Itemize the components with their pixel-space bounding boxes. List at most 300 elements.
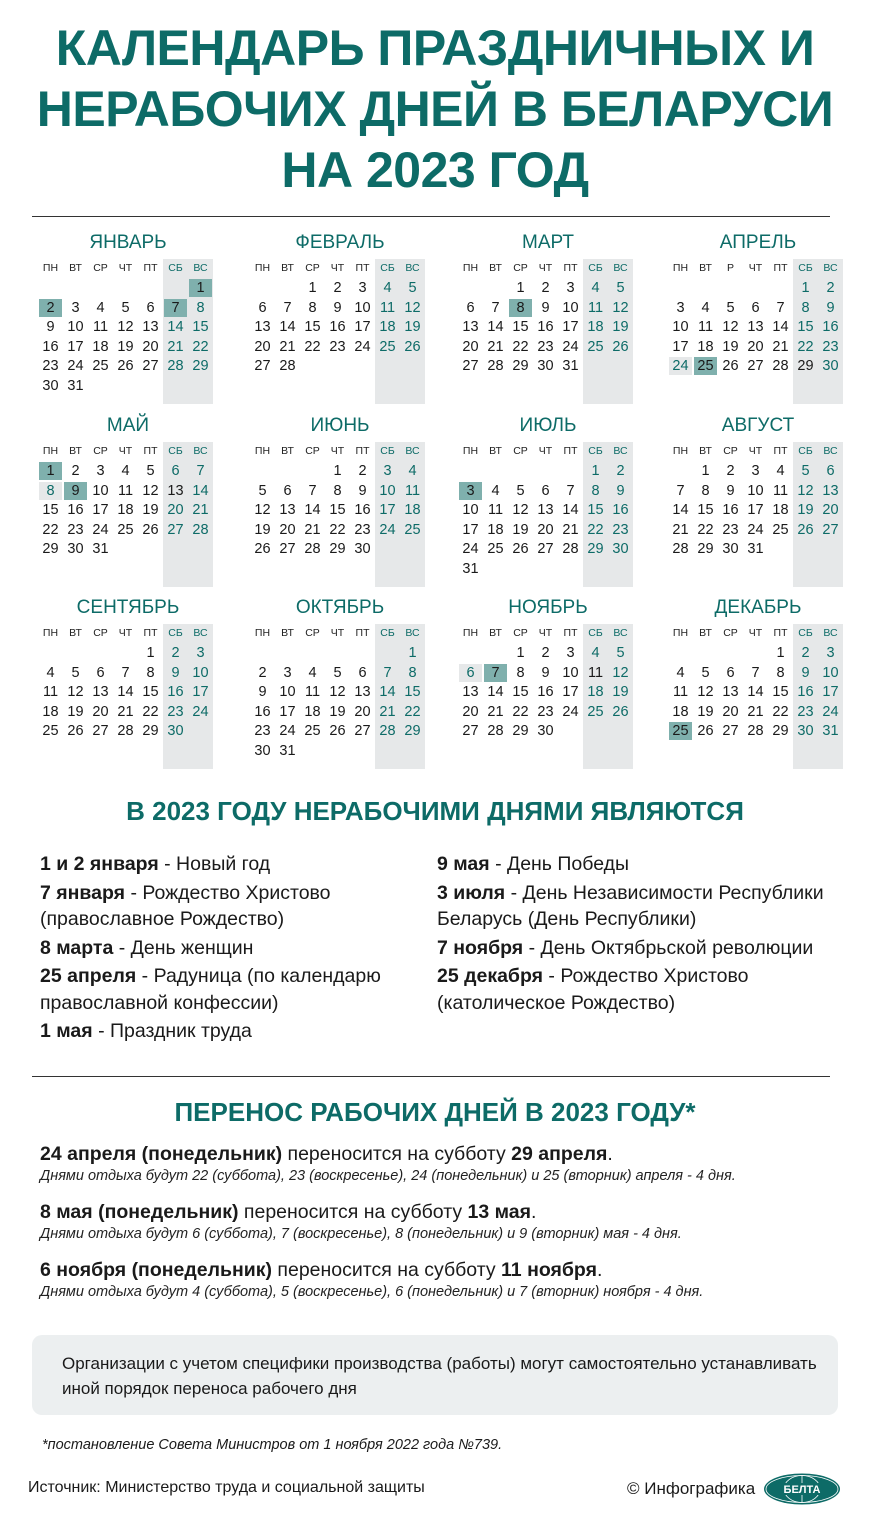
day-cell: 29: [329, 541, 346, 558]
transfer-end: .: [596, 1259, 603, 1281]
day-cell: 6: [826, 463, 835, 479]
day-cell: 27: [822, 521, 839, 538]
weekday-header: ПН: [254, 262, 271, 274]
weekday-header: ЧТ: [538, 445, 553, 457]
day-cell: 13: [279, 502, 296, 519]
day-cell: 12: [142, 482, 159, 499]
day-cell: 8: [516, 664, 525, 681]
day-cell: 18: [117, 502, 134, 519]
weekday-header: ПН: [462, 627, 479, 639]
day-cell: 26: [329, 723, 346, 740]
day-cell: 19: [404, 319, 421, 336]
day-cell: 23: [167, 703, 184, 720]
weekday-header: ПТ: [563, 627, 578, 639]
month-7: [458, 415, 638, 590]
day-cell: 22: [512, 703, 529, 720]
month-name: ДЕКАБРЬ: [714, 597, 802, 618]
weekday-header: СР: [305, 445, 320, 457]
day-cell: 20: [462, 338, 479, 355]
day-cell: 16: [797, 684, 814, 701]
holiday-date: 1 мая: [40, 1020, 93, 1042]
day-cell: 22: [42, 521, 59, 538]
day-cell: 8: [776, 664, 785, 681]
day-cell: 5: [146, 463, 155, 479]
day-cell: 13: [722, 684, 739, 701]
day-cell: 16: [329, 319, 346, 336]
day-cell: 15: [587, 502, 604, 519]
day-cell: 15: [797, 319, 814, 336]
title-line: КАЛЕНДАРЬ ПРАЗДНИЧНЫХ И: [55, 20, 815, 76]
day-cell: 5: [701, 664, 710, 681]
transfer-text: переносится на субботу: [238, 1201, 468, 1223]
day-cell: 25: [42, 723, 59, 740]
day-cell: 23: [722, 521, 739, 538]
day-cell: 30: [537, 358, 554, 375]
day-cell: 8: [701, 482, 710, 499]
day-cell: 18: [672, 703, 689, 720]
day-cell: 3: [826, 645, 835, 661]
day-cell: 19: [67, 703, 84, 720]
month-3: [458, 232, 638, 407]
day-cell: 21: [672, 521, 689, 538]
day-cell: 6: [283, 482, 292, 499]
day-cell: 13: [92, 684, 109, 701]
day-cell: 3: [283, 664, 292, 681]
day-cell: 26: [722, 358, 739, 375]
weekday-header: Р: [726, 262, 734, 274]
transfer-note: Днями отдыха будут 22 (суббота), 23 (воскресенье), 24 (понедельник) и 25 (вторник) апреля - 4 дня.: [40, 1168, 736, 1184]
day-cell: 8: [196, 299, 205, 316]
holiday-name: - День Октябрьской революции: [523, 936, 814, 959]
day-cell: 26: [697, 723, 714, 740]
day-cell: 1: [701, 463, 710, 479]
day-cell: 19: [254, 521, 271, 538]
day-cell: 21: [379, 703, 396, 720]
holiday-item: [437, 935, 847, 962]
day-cell: 31: [747, 541, 764, 558]
weekday-header: СР: [723, 627, 738, 639]
transfer-to: 29 апреля: [511, 1143, 608, 1165]
weekday-header: ВТ: [69, 262, 82, 274]
day-cell: 5: [258, 482, 267, 499]
day-cell: 21: [562, 521, 579, 538]
holiday-name: - День Независимости Республики Беларусь (День Республики): [437, 881, 824, 930]
day-cell: 11: [772, 482, 789, 499]
day-cell: 7: [751, 664, 760, 681]
day-cell: 27: [537, 541, 554, 558]
day-cell: 26: [612, 703, 629, 720]
day-cell: 28: [487, 723, 504, 740]
weekday-header: ВС: [823, 445, 838, 457]
day-cell: 7: [196, 463, 205, 479]
weekday-header: ПТ: [773, 627, 788, 639]
day-cell: 6: [96, 664, 105, 681]
day-cell: 22: [797, 338, 814, 355]
day-cell: 24: [822, 703, 839, 720]
holiday-date: 8 марта: [40, 936, 114, 959]
day-cell: 31: [822, 723, 839, 740]
day-cell: 21: [167, 338, 184, 355]
day-cell: 18: [92, 338, 109, 355]
weekday-header: ПН: [254, 627, 271, 639]
day-cell: 27: [722, 723, 739, 740]
transfer-end: .: [607, 1143, 613, 1165]
holidays-title: В 2023 ГОДУ НЕРАБОЧИМИ ДНЯМИ ЯВЛЯЮТСЯ: [126, 796, 744, 826]
weekday-header: СР: [513, 445, 528, 457]
day-cell: 10: [562, 664, 579, 681]
day-cell: 26: [117, 358, 134, 375]
day-cell: 4: [96, 299, 105, 316]
day-cell: 22: [404, 703, 421, 720]
weekday-header: СР: [305, 627, 320, 639]
day-cell: 11: [487, 502, 504, 519]
day-cell: 4: [46, 664, 55, 681]
transfer-item: [40, 1142, 840, 1186]
day-cell: 12: [722, 319, 739, 336]
weekday-header: ВТ: [699, 445, 712, 457]
holiday-name: - Новый год: [158, 853, 271, 875]
day-cell: 16: [254, 703, 271, 720]
weekday-header: ВС: [405, 262, 420, 274]
day-cell: 23: [329, 338, 346, 355]
day-cell: 18: [379, 319, 396, 336]
weekday-header: ВС: [823, 262, 838, 274]
weekday-header: ПН: [42, 262, 59, 274]
day-cell: 15: [142, 684, 159, 701]
day-cell: 9: [46, 319, 55, 336]
holiday-item: [437, 963, 847, 1016]
day-cell: 1: [333, 463, 342, 479]
day-cell: 21: [487, 703, 504, 720]
day-cell: 24: [67, 358, 84, 375]
day-cell: 23: [67, 521, 84, 538]
weekday-header: ЧТ: [748, 627, 763, 639]
weekday-header: СР: [513, 262, 528, 274]
day-cell: 20: [279, 521, 296, 538]
day-cell: 10: [92, 482, 109, 499]
day-cell: 17: [379, 502, 396, 519]
day-cell: 5: [71, 664, 80, 681]
transfer-from: 24 апреля (понедельник): [40, 1143, 283, 1165]
day-cell: 7: [283, 299, 292, 316]
day-cell: 7: [776, 299, 785, 316]
day-cell: 8: [591, 482, 600, 499]
divider: [32, 1076, 830, 1077]
day-cell: 20: [167, 502, 184, 519]
day-cell: 1: [591, 463, 600, 479]
day-cell: 29: [512, 358, 529, 375]
day-cell: 5: [333, 664, 342, 681]
holiday-item: [40, 880, 430, 933]
page-title: [0, 18, 870, 201]
weekday-header: СР: [93, 445, 108, 457]
day-cell: 30: [797, 723, 814, 740]
holiday-item: [40, 1018, 430, 1045]
day-cell: 30: [42, 378, 59, 394]
day-cell: 18: [772, 502, 789, 519]
day-cell: 3: [566, 280, 575, 296]
weekday-header: СР: [513, 627, 528, 639]
day-cell: 20: [537, 521, 554, 538]
transfer-from: 6 ноября (понедельник): [40, 1259, 272, 1281]
holiday-date: 9 мая: [437, 853, 490, 875]
day-cell: 29: [404, 723, 421, 740]
day-cell: 2: [171, 645, 180, 661]
holidays-list-left: [40, 851, 430, 1047]
day-cell: 4: [676, 664, 685, 681]
weekday-header: ПН: [672, 627, 689, 639]
day-cell: 16: [42, 338, 59, 355]
holiday-name: - Праздник труда: [92, 1020, 252, 1042]
holiday-date: 1 и 2 января: [40, 853, 159, 875]
day-cell: 15: [192, 319, 209, 336]
day-cell: 7: [308, 482, 317, 499]
weekday-header: ЧТ: [748, 445, 763, 457]
month-name: ФЕВРАЛЬ: [295, 232, 385, 253]
day-cell: 17: [354, 319, 371, 336]
weekday-header: ЧТ: [330, 262, 345, 274]
holiday-date: 7 января: [40, 881, 126, 904]
day-cell: 21: [279, 338, 296, 355]
day-cell: 17: [562, 319, 579, 336]
day-cell: 14: [487, 319, 504, 336]
note-box: [32, 1335, 838, 1415]
day-cell: 31: [562, 358, 579, 375]
day-cell: 10: [67, 319, 84, 336]
weekday-header: СР: [93, 627, 108, 639]
day-cell: 22: [772, 703, 789, 720]
day-cell: 18: [587, 319, 604, 336]
day-cell: 26: [404, 338, 421, 355]
holiday-item: [40, 935, 430, 962]
weekday-header: ПН: [672, 445, 689, 457]
weekday-header: ВС: [193, 445, 208, 457]
day-cell: 16: [354, 502, 371, 519]
copyright: © Инфографика: [627, 1479, 756, 1498]
month-6: [250, 415, 430, 590]
day-cell: 29: [42, 541, 59, 558]
weekday-header: СБ: [168, 627, 183, 639]
day-cell: 18: [304, 703, 321, 720]
day-cell: 31: [67, 378, 84, 394]
transfer-note: Днями отдыха будут 4 (суббота), 5 (воскресенье), 6 (понедельник) и 7 (вторник) ноября - 4 дня.: [40, 1284, 704, 1300]
day-cell: 30: [354, 541, 371, 558]
day-cell: 30: [612, 541, 629, 558]
weekday-header: ЧТ: [748, 262, 763, 274]
transfer-end: .: [531, 1201, 537, 1223]
day-cell: 27: [747, 358, 764, 375]
day-cell: 18: [697, 338, 714, 355]
holiday-name: - Радуница (по календарю православной конфессии): [40, 965, 381, 1014]
day-cell: 10: [747, 482, 764, 499]
day-cell: 7: [383, 664, 392, 681]
day-cell: 19: [797, 502, 814, 519]
day-cell: 12: [612, 299, 629, 316]
day-cell: 18: [42, 703, 59, 720]
holiday-date: 25 апреля: [40, 965, 137, 987]
weekday-header: ВТ: [699, 262, 712, 274]
weekday-header: ЧТ: [118, 627, 133, 639]
holiday-date: 3 июля: [437, 881, 506, 904]
day-cell: 10: [354, 299, 371, 316]
weekday-header: ПТ: [143, 445, 158, 457]
day-cell: 9: [171, 664, 180, 681]
day-cell: 15: [304, 319, 321, 336]
day-cell: 6: [459, 664, 482, 682]
day-cell: 18: [487, 521, 504, 538]
weekday-header: ЧТ: [538, 262, 553, 274]
day-cell: 22: [192, 338, 209, 355]
transfer-line: [40, 1200, 840, 1224]
weekday-header: ВС: [193, 262, 208, 274]
month-10: [250, 597, 430, 772]
day-cell: 4: [308, 664, 317, 681]
day-cell: 23: [537, 338, 554, 355]
day-cell: 17: [462, 521, 479, 538]
day-cell: 19: [142, 502, 159, 519]
day-cell: 1: [516, 280, 525, 296]
holiday-name: - Рождество Христово (православное Рождество): [40, 881, 331, 930]
day-cell: 25: [694, 357, 717, 375]
day-cell: 19: [697, 703, 714, 720]
day-cell: 20: [722, 703, 739, 720]
day-cell: 27: [354, 723, 371, 740]
weekday-header: СБ: [380, 627, 395, 639]
weekday-header: ЧТ: [118, 445, 133, 457]
day-cell: 14: [379, 684, 396, 701]
day-cell: 4: [591, 645, 600, 661]
day-cell: 28: [192, 521, 209, 538]
day-cell: 26: [797, 521, 814, 538]
month-4: [668, 232, 848, 407]
day-cell: 28: [487, 358, 504, 375]
day-cell: 9: [358, 482, 367, 499]
day-cell: 27: [167, 521, 184, 538]
weekday-header: ВТ: [69, 445, 82, 457]
day-cell: 30: [822, 358, 839, 375]
day-cell: 6: [171, 463, 180, 479]
day-cell: 1: [189, 279, 212, 297]
holiday-item: [40, 963, 430, 1016]
day-cell: 3: [96, 463, 105, 479]
day-cell: 27: [462, 723, 479, 740]
weekday-header: ПТ: [355, 262, 370, 274]
day-cell: 3: [196, 645, 205, 661]
day-cell: 16: [537, 684, 554, 701]
day-cell: 15: [512, 684, 529, 701]
transfer-line: [40, 1142, 840, 1166]
day-cell: 8: [308, 299, 317, 316]
holiday-item: [437, 880, 847, 933]
month-name: ИЮЛЬ: [519, 415, 577, 436]
day-cell: 1: [801, 280, 810, 296]
weekday-header: ПН: [672, 262, 689, 274]
day-cell: 13: [537, 502, 554, 519]
weekday-header: ВТ: [489, 445, 502, 457]
day-cell: 5: [516, 482, 525, 499]
day-cell: 3: [383, 463, 392, 479]
day-cell: 11: [92, 319, 109, 336]
day-cell: 7: [121, 664, 130, 681]
day-cell: 27: [279, 541, 296, 558]
day-cell: 9: [616, 482, 625, 499]
day-cell: 19: [512, 521, 529, 538]
day-cell: 30: [67, 541, 84, 558]
day-cell: 12: [612, 664, 629, 681]
day-cell: 5: [121, 299, 130, 316]
weekday-header: ВТ: [489, 262, 502, 274]
weekday-header: ВС: [405, 445, 420, 457]
day-cell: 12: [329, 684, 346, 701]
day-cell: 11: [672, 684, 689, 701]
day-cell: 13: [167, 482, 184, 499]
title-line: НЕРАБОЧИХ ДНЕЙ В БЕЛАРУСИ: [36, 81, 834, 137]
source: Источник: Министерство труда и социальной защиты: [28, 1479, 425, 1496]
month-name: ЯНВАРЬ: [89, 232, 167, 253]
day-cell: 1: [776, 645, 785, 661]
day-cell: 3: [358, 280, 367, 296]
day-cell: 29: [512, 723, 529, 740]
weekday-header: ПТ: [563, 445, 578, 457]
holiday-name: - День женщин: [113, 936, 254, 959]
transfer-to: 11 ноября: [501, 1259, 597, 1281]
day-cell: 20: [254, 338, 271, 355]
weekday-header: СБ: [168, 262, 183, 274]
day-cell: 13: [462, 684, 479, 701]
day-cell: 2: [726, 463, 735, 479]
transfers-title: ПЕРЕНОС РАБОЧИХ ДНЕЙ В 2023 ГОДУ*: [174, 1097, 696, 1127]
day-cell: 6: [541, 482, 550, 499]
month-name: СЕНТЯБРЬ: [76, 597, 180, 618]
day-cell: 15: [329, 502, 346, 519]
day-cell: 25: [117, 521, 134, 538]
day-cell: 29: [697, 541, 714, 558]
month-name: АВГУСТ: [721, 415, 795, 436]
day-cell: 2: [333, 280, 342, 296]
day-cell: 4: [121, 463, 130, 479]
weekday-header: ВТ: [489, 627, 502, 639]
month-1: [38, 232, 218, 407]
day-cell: 12: [797, 482, 814, 499]
day-cell: 6: [146, 299, 155, 316]
weekday-header: ПН: [254, 445, 271, 457]
transfer-text: переносится на субботу: [272, 1259, 502, 1281]
holiday-name: - Рождество Христово (католическое Рождество): [437, 965, 749, 1014]
weekday-header: ПН: [462, 262, 479, 274]
day-cell: 11: [587, 664, 604, 681]
day-cell: 25: [669, 722, 692, 740]
transfer-from: 8 мая (понедельник): [40, 1201, 239, 1223]
day-cell: 30: [167, 723, 184, 740]
weekday-header: ПТ: [563, 262, 578, 274]
day-cell: 28: [562, 541, 579, 558]
day-cell: 1: [308, 280, 317, 296]
day-cell: 10: [672, 319, 689, 336]
day-cell: 31: [462, 561, 479, 577]
day-cell: 23: [254, 723, 271, 740]
day-cell: 9: [541, 299, 550, 316]
weekday-header: ВС: [613, 627, 628, 639]
day-cell: 15: [404, 684, 421, 701]
month-8: [668, 415, 848, 590]
day-cell: 24: [462, 541, 479, 558]
day-cell: 23: [537, 703, 554, 720]
day-cell: 26: [254, 541, 271, 558]
day-cell: 4: [776, 463, 785, 479]
day-cell: 20: [462, 703, 479, 720]
weekday-header: СБ: [798, 627, 813, 639]
day-cell: 9: [333, 299, 342, 316]
